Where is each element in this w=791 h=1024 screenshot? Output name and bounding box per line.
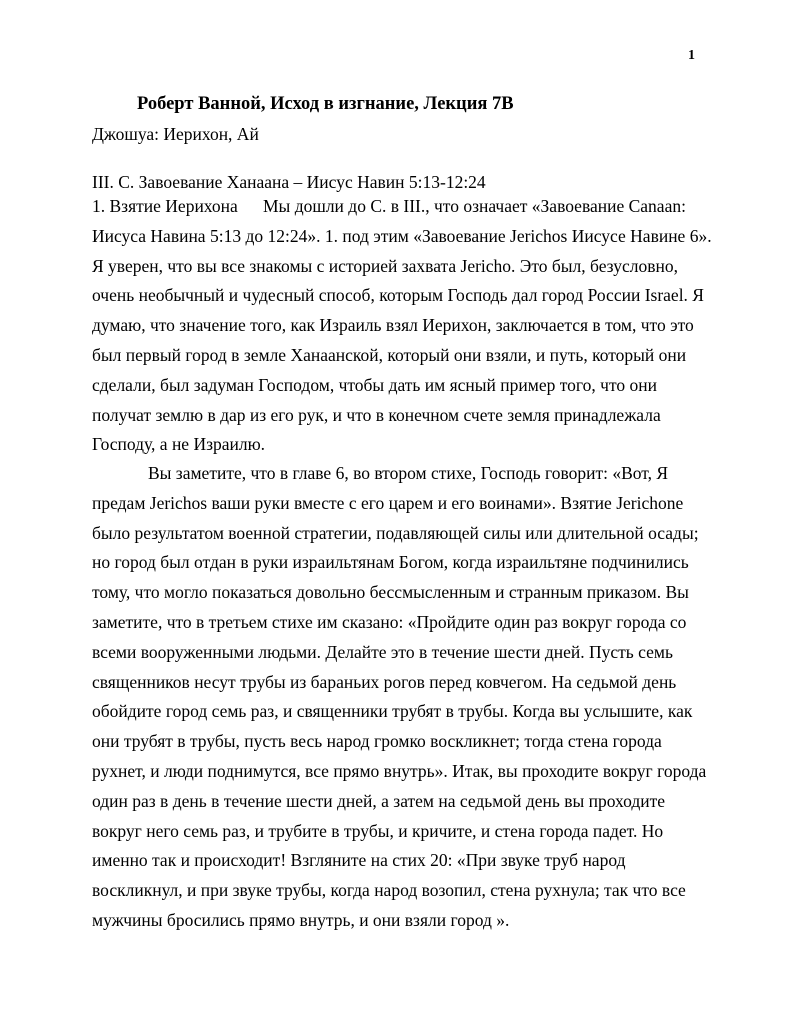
subsection-label: 1. Взятие Иерихона xyxy=(92,196,238,216)
paragraph-line: заметите, что в третьем стихе им сказано: «Пройдите один раз вокруг города со xyxy=(92,611,687,632)
paragraph-line: всеми вооруженными людьми. Делайте это в течение шести дней. Пусть семь xyxy=(92,641,673,662)
document-subtitle: Джошуа: Иерихон, Ай xyxy=(92,124,259,144)
paragraph-line: думаю, что значение того, как Израиль взял Иерихон, заключается в том, что это xyxy=(92,315,694,336)
paragraph-line: Иисуса Навина 5:13 до 12:24». 1. под этим «Завоевание Jerichos Иисусе Навине 6». xyxy=(92,225,712,246)
paragraph-line: Господу, а не Израилю. xyxy=(92,434,266,455)
paragraph-line: но город был отдан в руки израильтянам Богом, когда израильтяне подчинились xyxy=(92,552,689,573)
paragraph-line: было результатом военной стратегии, подавляющей силы или длительной осады; xyxy=(92,522,699,543)
paragraph-line: воскликнул, и при звуке трубы, когда народ возопил, стена рухнула; так что все xyxy=(92,880,686,901)
paragraph-line: именно так и происходит! Взгляните на стих 20: «При звуке труб народ xyxy=(92,850,626,871)
paragraph-line xyxy=(92,192,704,222)
paragraph-line-text: Мы дошли до C. в III., что означает «Завоевание Canaan: xyxy=(263,196,686,216)
paragraph-line: тому, что могло показаться довольно бессмысленным и странным приказом. Вы xyxy=(92,582,689,603)
paragraph-line: священников несут трубы из бараньих рогов перед ковчегом. На седьмой день xyxy=(92,671,677,692)
paragraph-line: сделали, был задуман Господом, чтобы дать им ясный пример того, что они xyxy=(92,374,657,395)
paragraph-line: один раз в день в течение шести дней, а затем на седьмой день вы проходите xyxy=(92,790,666,811)
paragraph-line: получат землю в дар из его рук, и что в конечном счете земля принадлежала xyxy=(92,404,661,425)
paragraph-line: предам Jerichos ваши руки вместе с его царем и его воинами». Взятие Jerichone xyxy=(92,492,684,513)
paragraph-2 xyxy=(92,459,707,936)
paragraph-line: рухнет, и люди поднимутся, все прямо внутрь». Итак, вы проходите вокруг города xyxy=(92,760,707,781)
paragraph-line: вокруг него семь раз, и трубите в трубы, и кричите, и стена города падет. Но xyxy=(92,820,664,841)
paragraph-line: очень необычный и чудесный способ, которым Господь дал город России Israel. Я xyxy=(92,285,704,306)
paragraph-line: был первый город в земле Ханаанской, который они взяли, и путь, который они xyxy=(92,344,687,365)
paragraph-1 xyxy=(92,192,712,460)
paragraph-line: они трубят в трубы, пусть весь народ громко воскликнет; тогда стена города xyxy=(92,731,662,752)
section-heading: III. C. Завоевание Ханаана – Иисус Навин 5:13-12:24 xyxy=(92,172,486,192)
paragraph-line: Я уверен, что вы все знакомы с историей захвата Jericho. Это был, безусловно, xyxy=(92,255,678,276)
page-number: 1 xyxy=(688,48,695,63)
paragraph-line: Вы заметите, что в главе 6, во втором стихе, Господь говорит: «Вот, Я xyxy=(148,463,669,483)
document-title: Роберт Ванной, Исход в изгнание, Лекция 7В xyxy=(137,94,514,114)
paragraph-line: мужчины бросились прямо внутрь, и они взяли город ». xyxy=(92,909,510,930)
paragraph-line: обойдите город семь раз, и священники трубят в трубы. Когда вы услышите, как xyxy=(92,701,693,722)
